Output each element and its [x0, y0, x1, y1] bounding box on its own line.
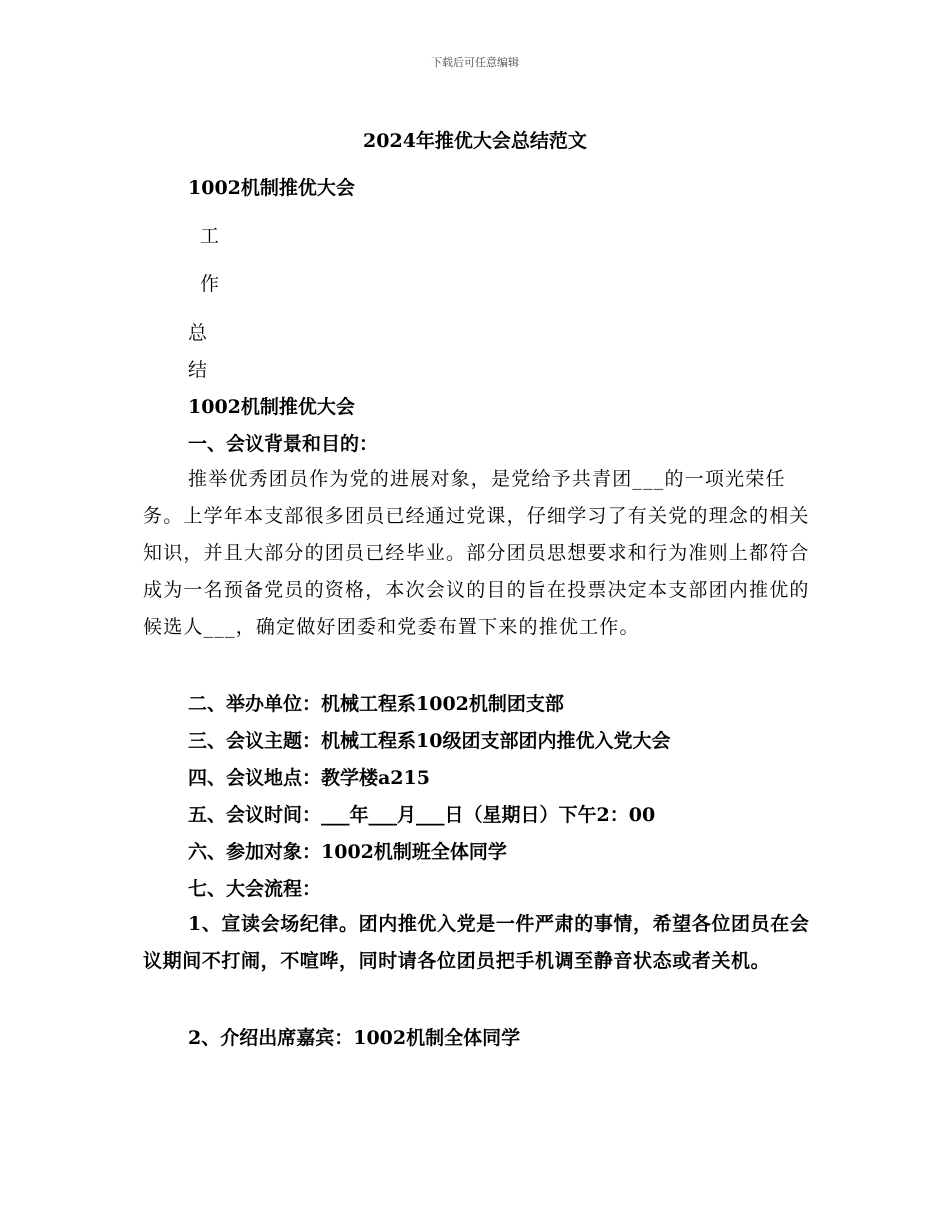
page-header: 下载后可任意编辑: [431, 56, 519, 69]
subtitle-1: 1002机制推优大会: [188, 177, 355, 199]
process-step-1: 1、宣读会场纪律。团内推优入党是一件严肃的事情，希望各位团员在会议期间不打闹，不喧哗，同时请各位团员把手机调至静音状态或者关机。: [143, 913, 810, 972]
item-time: 五、会议时间：___年___月___日（星期日）下午2：00: [188, 804, 656, 826]
subtitle-2: 1002机制推优大会: [188, 396, 355, 418]
process-step-2: 2、介绍出席嘉宾：1002机制全体同学: [188, 1027, 521, 1049]
section-1-heading: 一、会议背景和目的：: [188, 433, 379, 455]
document-title: 2024年推优大会总结范文: [363, 130, 587, 152]
vertical-char-1: 工: [200, 225, 220, 247]
item-organizer: 二、举办单位：机械工程系1002机制团支部: [188, 693, 564, 715]
section-1-body: 推举优秀团员作为党的进展对象，是党给予共青团___的一项光荣任务。上学年本支部很多团员已经通过党课，仔细学习了有关党的理念的相关知识，并且大部分的团员已经毕业。部分团员思想要求和行为准则上都符合成为一名预备党员的资格，本次会议的目的旨在投票决定本支部团内推优的候选人___，确定做好团委和党委布置下来的推优工作。: [143, 468, 810, 638]
vertical-char-2: 作: [200, 273, 220, 295]
item-process-heading: 七、大会流程：: [188, 878, 322, 900]
item-theme: 三、会议主题：机械工程系10级团支部团内推优入党大会: [188, 730, 671, 752]
vertical-char-3: 总: [188, 322, 208, 344]
item-location: 四、会议地点：教学楼a215: [188, 767, 430, 789]
vertical-char-4: 结: [188, 359, 208, 381]
item-participants: 六、参加对象：1002机制班全体同学: [188, 841, 507, 863]
